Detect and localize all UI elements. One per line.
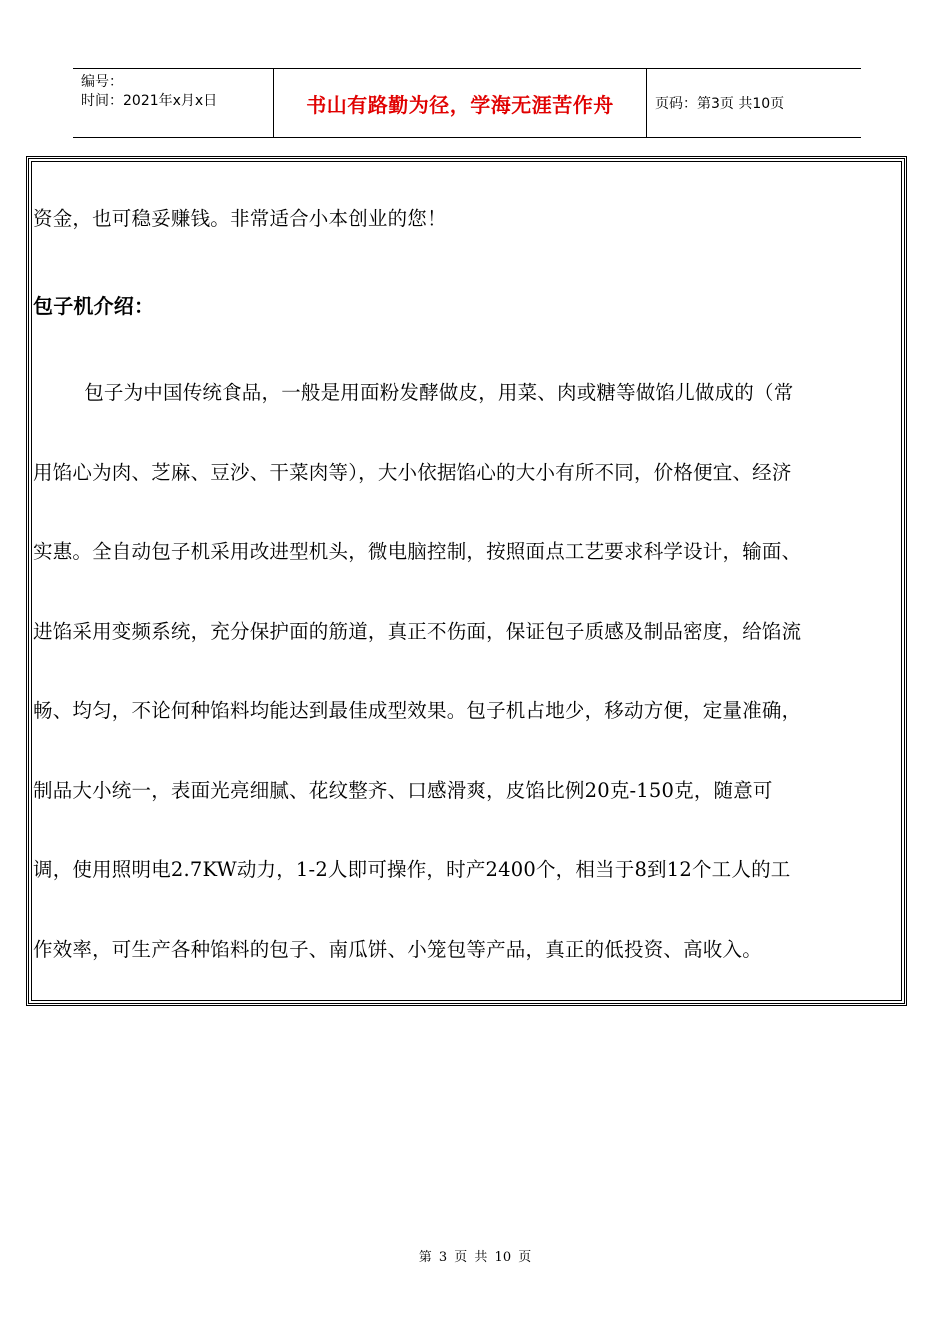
intro-line: 资金，也可稳妥赚钱。非常适合小本创业的您！ (33, 207, 447, 230)
paragraph-line: 调，使用照明电2.7KW动力，1-2人即可操作，时产2400个，相当于8到12个工人的工 (33, 858, 791, 881)
paragraph-line: 包子为中国传统食品，一般是用面粉发酵做皮，用菜、肉或糖等做馅儿做成的（常 (33, 381, 794, 404)
content-frame (26, 156, 907, 1006)
page-footer (0, 1246, 950, 1265)
document-time-label: 时间：2021年x月x日 (81, 93, 218, 109)
section-heading: 包子机介绍： (33, 294, 155, 318)
paragraph-line: 实惠。全自动包子机采用改进型机头，微电脑控制，按照面点工艺要求科学设计，输面、 (33, 540, 802, 563)
paragraph-line: 用馅心为肉、芝麻、豆沙、干菜肉等），大小依据馅心的大小有所不同，价格便宜、经济 (33, 461, 792, 484)
paragraph-line: 进馅采用变频系统，充分保护面的筋道，真正不伤面，保证包子质感及制品密度，给馅流 (33, 620, 802, 643)
header-motto (273, 69, 647, 137)
page-header (73, 68, 861, 138)
paragraph-line: 畅、均匀，不论何种馅料均能达到最佳成型效果。包子机占地少，移动方便，定量准确， (33, 699, 802, 722)
footer-page-number: 第 3 页 共 10 页 (418, 1250, 532, 1265)
document-number-label: 编号： (81, 74, 123, 90)
paragraph-line: 制品大小统一，表面光亮细腻、花纹整齐、口感滑爽，皮馅比例20克-150克，随意可 (33, 779, 773, 802)
header-page-info (647, 69, 861, 137)
header-meta (73, 69, 273, 137)
motto-text: 书山有路勤为径，学海无涯苦作舟 (306, 92, 614, 117)
paragraph-line: 作效率，可生产各种馅料的包子、南瓜饼、小笼包等产品，真正的低投资、高收入。 (33, 938, 762, 961)
page-number-label: 页码：第3页 共10页 (655, 96, 785, 112)
